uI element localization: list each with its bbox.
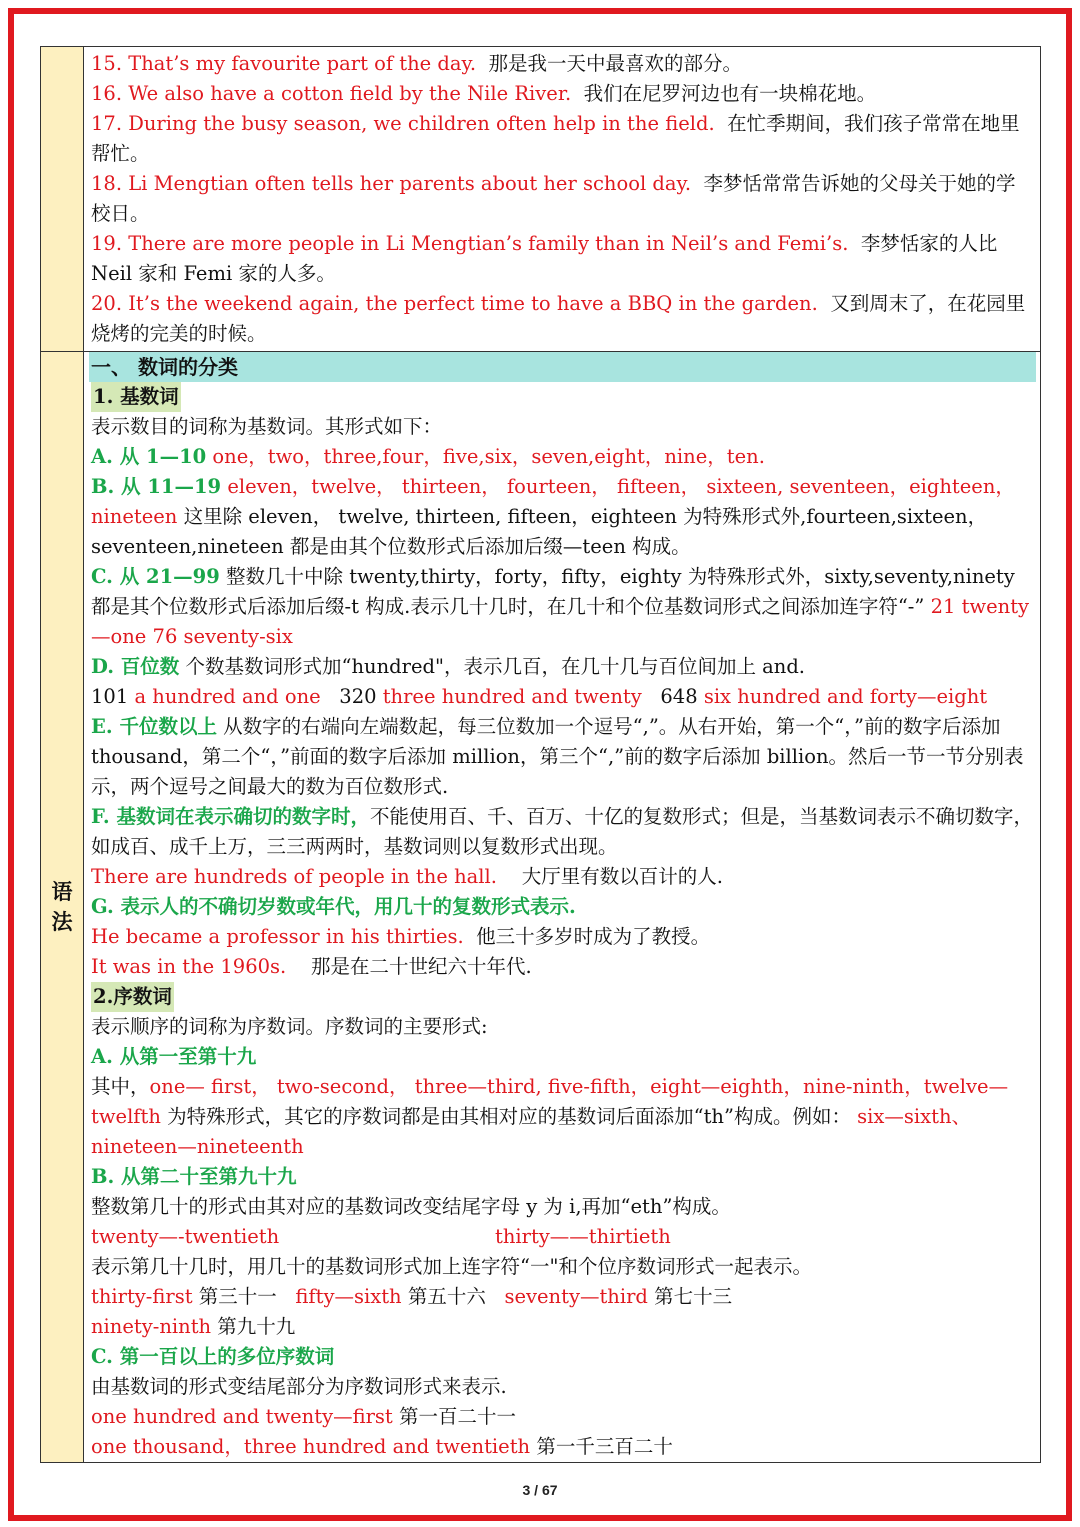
cardinal-f-example: There are hundreds of people in the hall. 大厅里有数以百计的人. [91, 865, 723, 888]
cardinal-c: C. 从 21—99 整数几十中除 twenty,thirty，forty，fifty，eighty 为特殊形式外，sixty,seventy,ninety 都是其个位数形式后添加后缀-t 构成.表示几十几时，在几十和个位基数词形式之间添加连字符“-” 21 twenty—one 76 seventy-six [91, 565, 1030, 648]
cardinal-e: E. 千位数以上 从数字的右端向左端数起，每三位数加一个逗号“,”。从右开始，第一个“，”前的数字后添加 thousand，第二个“，”前面的数字后添加 million，第三个“,”前的数字后添加 billion。然后一节一节分别表示，两个逗号之间最大的数为百位数形式. [91, 715, 1024, 798]
ordinal-b-examples: twenty—-twentieth thirty——thirtieth [91, 1225, 671, 1248]
sentence-item [91, 49, 1034, 79]
ordinal-title: 2.序数词 [91, 982, 174, 1012]
cardinal-intro: 表示数目的词称为基数词。其形式如下： [91, 415, 443, 438]
grammar-row [41, 352, 1041, 1463]
sentence-chinese: 李梦恬家的人比 Neil 家和 Femi 家的人多。 [91, 232, 998, 285]
sentences-cell [84, 47, 1041, 352]
ordinal-b-text2: 表示第几十几时，用几十的基数词形式加上连字符“一"和个位序数词形式一起表示。 [91, 1255, 812, 1278]
sentence-english: 17. During the busy season, we children often help in the field. [91, 112, 715, 135]
ordinal-c-example2: one thousand，three hundred and twentieth 第一千三百二十 [91, 1435, 673, 1458]
sentence-english: 18. Li Mengtian often tells her parents about her school day. [91, 172, 692, 195]
ordinal-b-examples2: thirty-first 第三十一 fifty—sixth 第五十六 seventy—third 第七十三 [91, 1285, 733, 1308]
ordinal-c: C. 第一百以上的多位序数词 [91, 1345, 335, 1368]
sentence-item [91, 109, 1034, 169]
cardinal-g: G. 表示人的不确切岁数或年代，用几十的复数形式表示. [91, 895, 576, 918]
grammar-side-label: 语 法 [51, 879, 73, 934]
sentence-english: 19. There are more people in Li Mengtian’s family than in Neil’s and Femi’s. [91, 232, 849, 255]
sentences-row [41, 47, 1041, 352]
content-table [40, 46, 1041, 1463]
cardinal-f: F. 基数词在表示确切的数字时，不能使用百、千、百万、十亿的复数形式；但是，当基数词表示不确切数字，如成百、成千上万，三三两两时，基数词则以复数形式出现。 [91, 805, 1033, 858]
sentence-item [91, 289, 1034, 349]
ordinal-b-examples3: ninety-ninth 第九十九 [91, 1315, 296, 1338]
section-title: 一、 数词的分类 [89, 352, 1036, 382]
sentence-chinese: 那是我一天中最喜欢的部分。 [488, 52, 743, 75]
cardinal-d-examples: 101 a hundred and one 320 three hundred and twenty 648 six hundred and forty—eight [91, 685, 988, 708]
ordinal-a-text: 其中，one— first， two-second， three—third, five-fifth，eight—eighth，nine-ninth，twelve—twelfth 为特殊形式，其它的序数词都是由其相对应的基数词后面添加“th”构成。例如： six—sixth、nineteen—nineteenth [91, 1075, 1009, 1158]
ordinal-intro: 表示顺序的词称为序数词。序数词的主要形式: [91, 1015, 488, 1038]
ordinal-c-example1: one hundred and twenty—first 第一百二十一 [91, 1405, 516, 1428]
grammar-content [84, 352, 1040, 1462]
grammar-side-cell [41, 352, 84, 1463]
sentences-side-cell [41, 47, 84, 352]
page-number: 3 / 67 [522, 1482, 558, 1498]
sentence-item [91, 79, 1034, 109]
cardinal-b: B. 从 11—19 eleven，twelve， thirteen， fourteen， fifteen， sixteen, seventeen，eighteen， nineteen 这里除 eleven， twelve, thirteen, fifteen，eighteen 为特殊形式外,fourteen,sixteen，seventeen,nineteen 都是由其个位数形式后添加后缀—teen 构成。 [91, 475, 1015, 558]
sentence-item [91, 229, 1034, 289]
ordinal-b: B. 从第二十至第九十九 [91, 1165, 297, 1188]
cardinal-g-example2: It was in the 1960s. 那是在二十世纪六十年代. [91, 955, 532, 978]
sentence-chinese: 在忙季期间，我们孩子常常在地里帮忙。 [91, 112, 1020, 165]
cardinal-title: 1. 基数词 [91, 382, 181, 412]
grammar-cell [84, 352, 1041, 1463]
sentence-english: 16. We also have a cotton field by the Nile River. [91, 82, 572, 105]
sentence-list [84, 47, 1040, 351]
sentence-chinese: 李梦恬常常告诉她的父母关于她的学校日。 [91, 172, 1016, 225]
cardinal-g-example1: He became a professor in his thirties. 他三十多岁时成为了教授。 [91, 925, 711, 948]
cardinal-d: D. 百位数 个数基数词形式加“hundred"，表示几百，在几十几与百位间加上 and. [91, 655, 806, 678]
ordinal-c-text: 由基数词的形式变结尾部分为序数词形式来表示. [91, 1375, 507, 1398]
sentence-english: 20. It’s the weekend again, the perfect time to have a BBQ in the garden. [91, 292, 818, 315]
ordinal-a: A. 从第一至第十九 [91, 1045, 257, 1068]
sentence-english: 15. That’s my favourite part of the day. [91, 52, 477, 75]
sentence-chinese: 又到周末了，在花园里烧烤的完美的时候。 [91, 292, 1026, 345]
sentence-chinese: 我们在尼罗河边也有一块棉花地。 [583, 82, 877, 105]
ordinal-b-text: 整数第几十的形式由其对应的基数词改变结尾字母 y 为 i,再加“eth”构成。 [91, 1195, 731, 1218]
cardinal-a: A. 从 1—10 one，two，three,four，five,six，seven,eight，nine，ten. [91, 445, 765, 468]
sentence-item [91, 169, 1034, 229]
